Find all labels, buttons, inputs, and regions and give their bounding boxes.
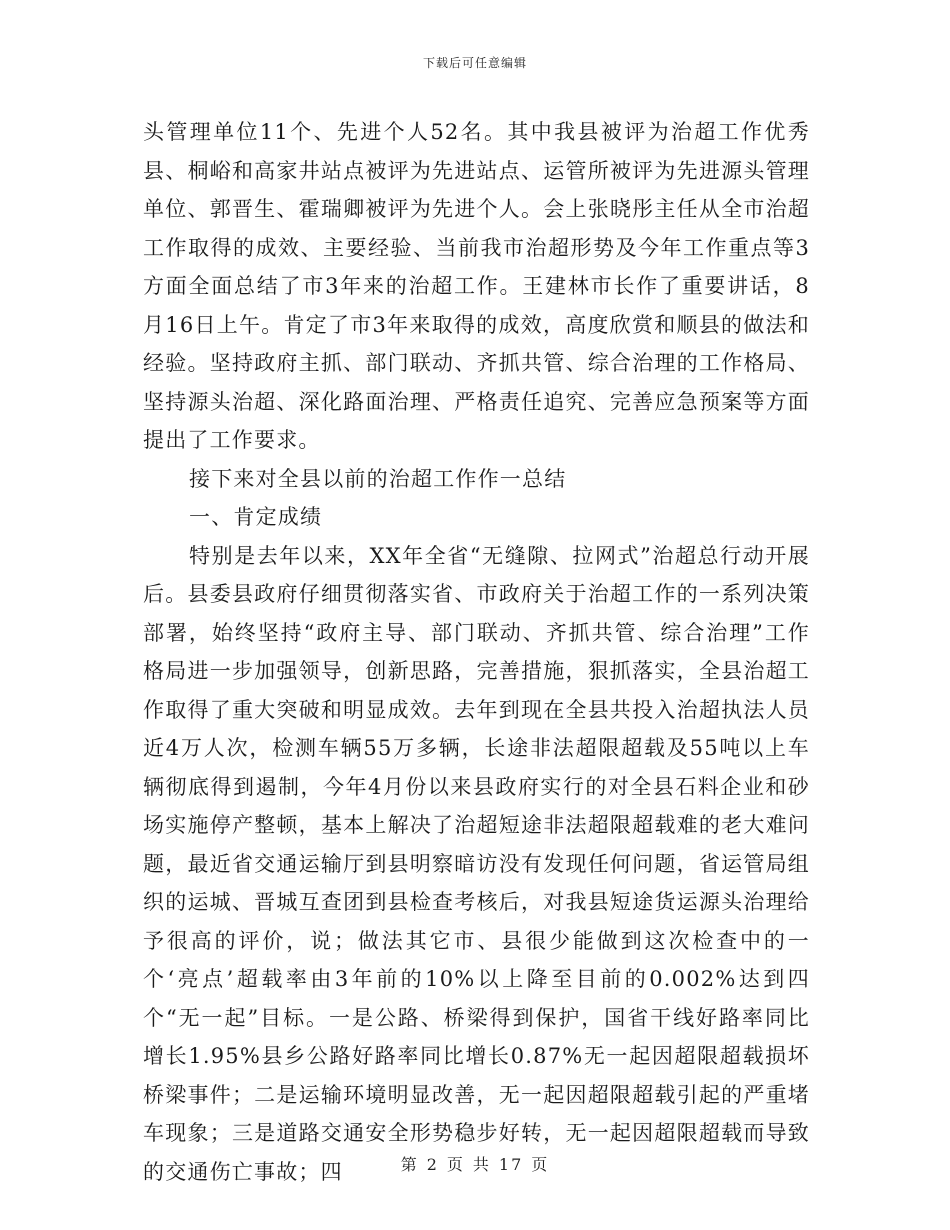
footer-prefix: 第 [400, 1155, 419, 1174]
page-footer [0, 1152, 950, 1175]
section-heading-achievements: 一、肯定成绩 [189, 505, 323, 529]
header-note: 下载后可任意编辑 [422, 56, 527, 70]
footer-suffix: 页 [531, 1155, 550, 1174]
footer-total-pages: 17 [498, 1155, 524, 1174]
paragraph-continuation: 头管理单位11个、先进个人52名。其中我县被评为治超工作优秀县、桐峪和高家井站点被评为先进站点、运管所被评为先进源头管理单位、郭晋生、霍瑞卿被评为先进个人。会上张晓彤主任从全市治超工作取得的成效、主要经验、当前我市治超形势及今年工作重点等3方面全面总结了市3年来的治超工作。王建林市长作了重要讲话，8月16日上午。肯定了市3年来取得的成效，高度欣赏和顺县的做法和经验。坚持政府主抓、部门联动、齐抓共管、综合治理的工作格局、坚持源头治超、深化路面治理、严格责任追究、完善应急预案等方面提出了工作要求。 [143, 120, 810, 452]
paragraph-achievements: 特别是去年以来，XX年全省“无缝隙、拉网式”治超总行动开展后。县委县政府仔细贯彻落实省、市政府关于治超工作的一系列决策部署，始终坚持“政府主导、部门联动、齐抓共管、综合治理”工作格局进一步加强领导，创新思路，完善措施，狠抓落实，全县治超工作取得了重大突破和明显成效。去年到现在全县共投入治超执法人员近4万人次，检测车辆55万多辆，长途非法超限超载及55吨以上车辆彻底得到遏制，今年4月份以来县政府实行的对全县石料企业和砂场实施停产整顿，基本上解决了治超短途非法超限超载难的老大难问题，最近省交通运输厅到县明察暗访没有发现任何问题，省运管局组织的运城、晋城互查团到县检查考核后，对我县短途货运源头治理给予很高的评价，说；做法其它市、县很少能做到这次检查中的一个‘亮点’超载率由3年前的10%以上降至目前的0.002%达到四个“无一起”目标。一是公路、桥梁得到保护，国省干线好路率同比增长1.95%县乡公路好路率同比增长0.87%无一起因超限超载损坏桥梁事件；二是运输环境明显改善，无一起因超限超载引起的严重堵车现象；三是道路交通安全形势稳步好转，无一起因超限超载而导致的交通伤亡事故；四 [143, 543, 810, 1184]
footer-current-page: 2 [426, 1155, 439, 1174]
document-body [143, 113, 810, 1191]
footer-page-word: 页 [446, 1155, 465, 1174]
footer-total-word: 共 [472, 1155, 491, 1174]
paragraph-summary-intro: 接下来对全县以前的治超工作作一总结 [189, 466, 567, 491]
